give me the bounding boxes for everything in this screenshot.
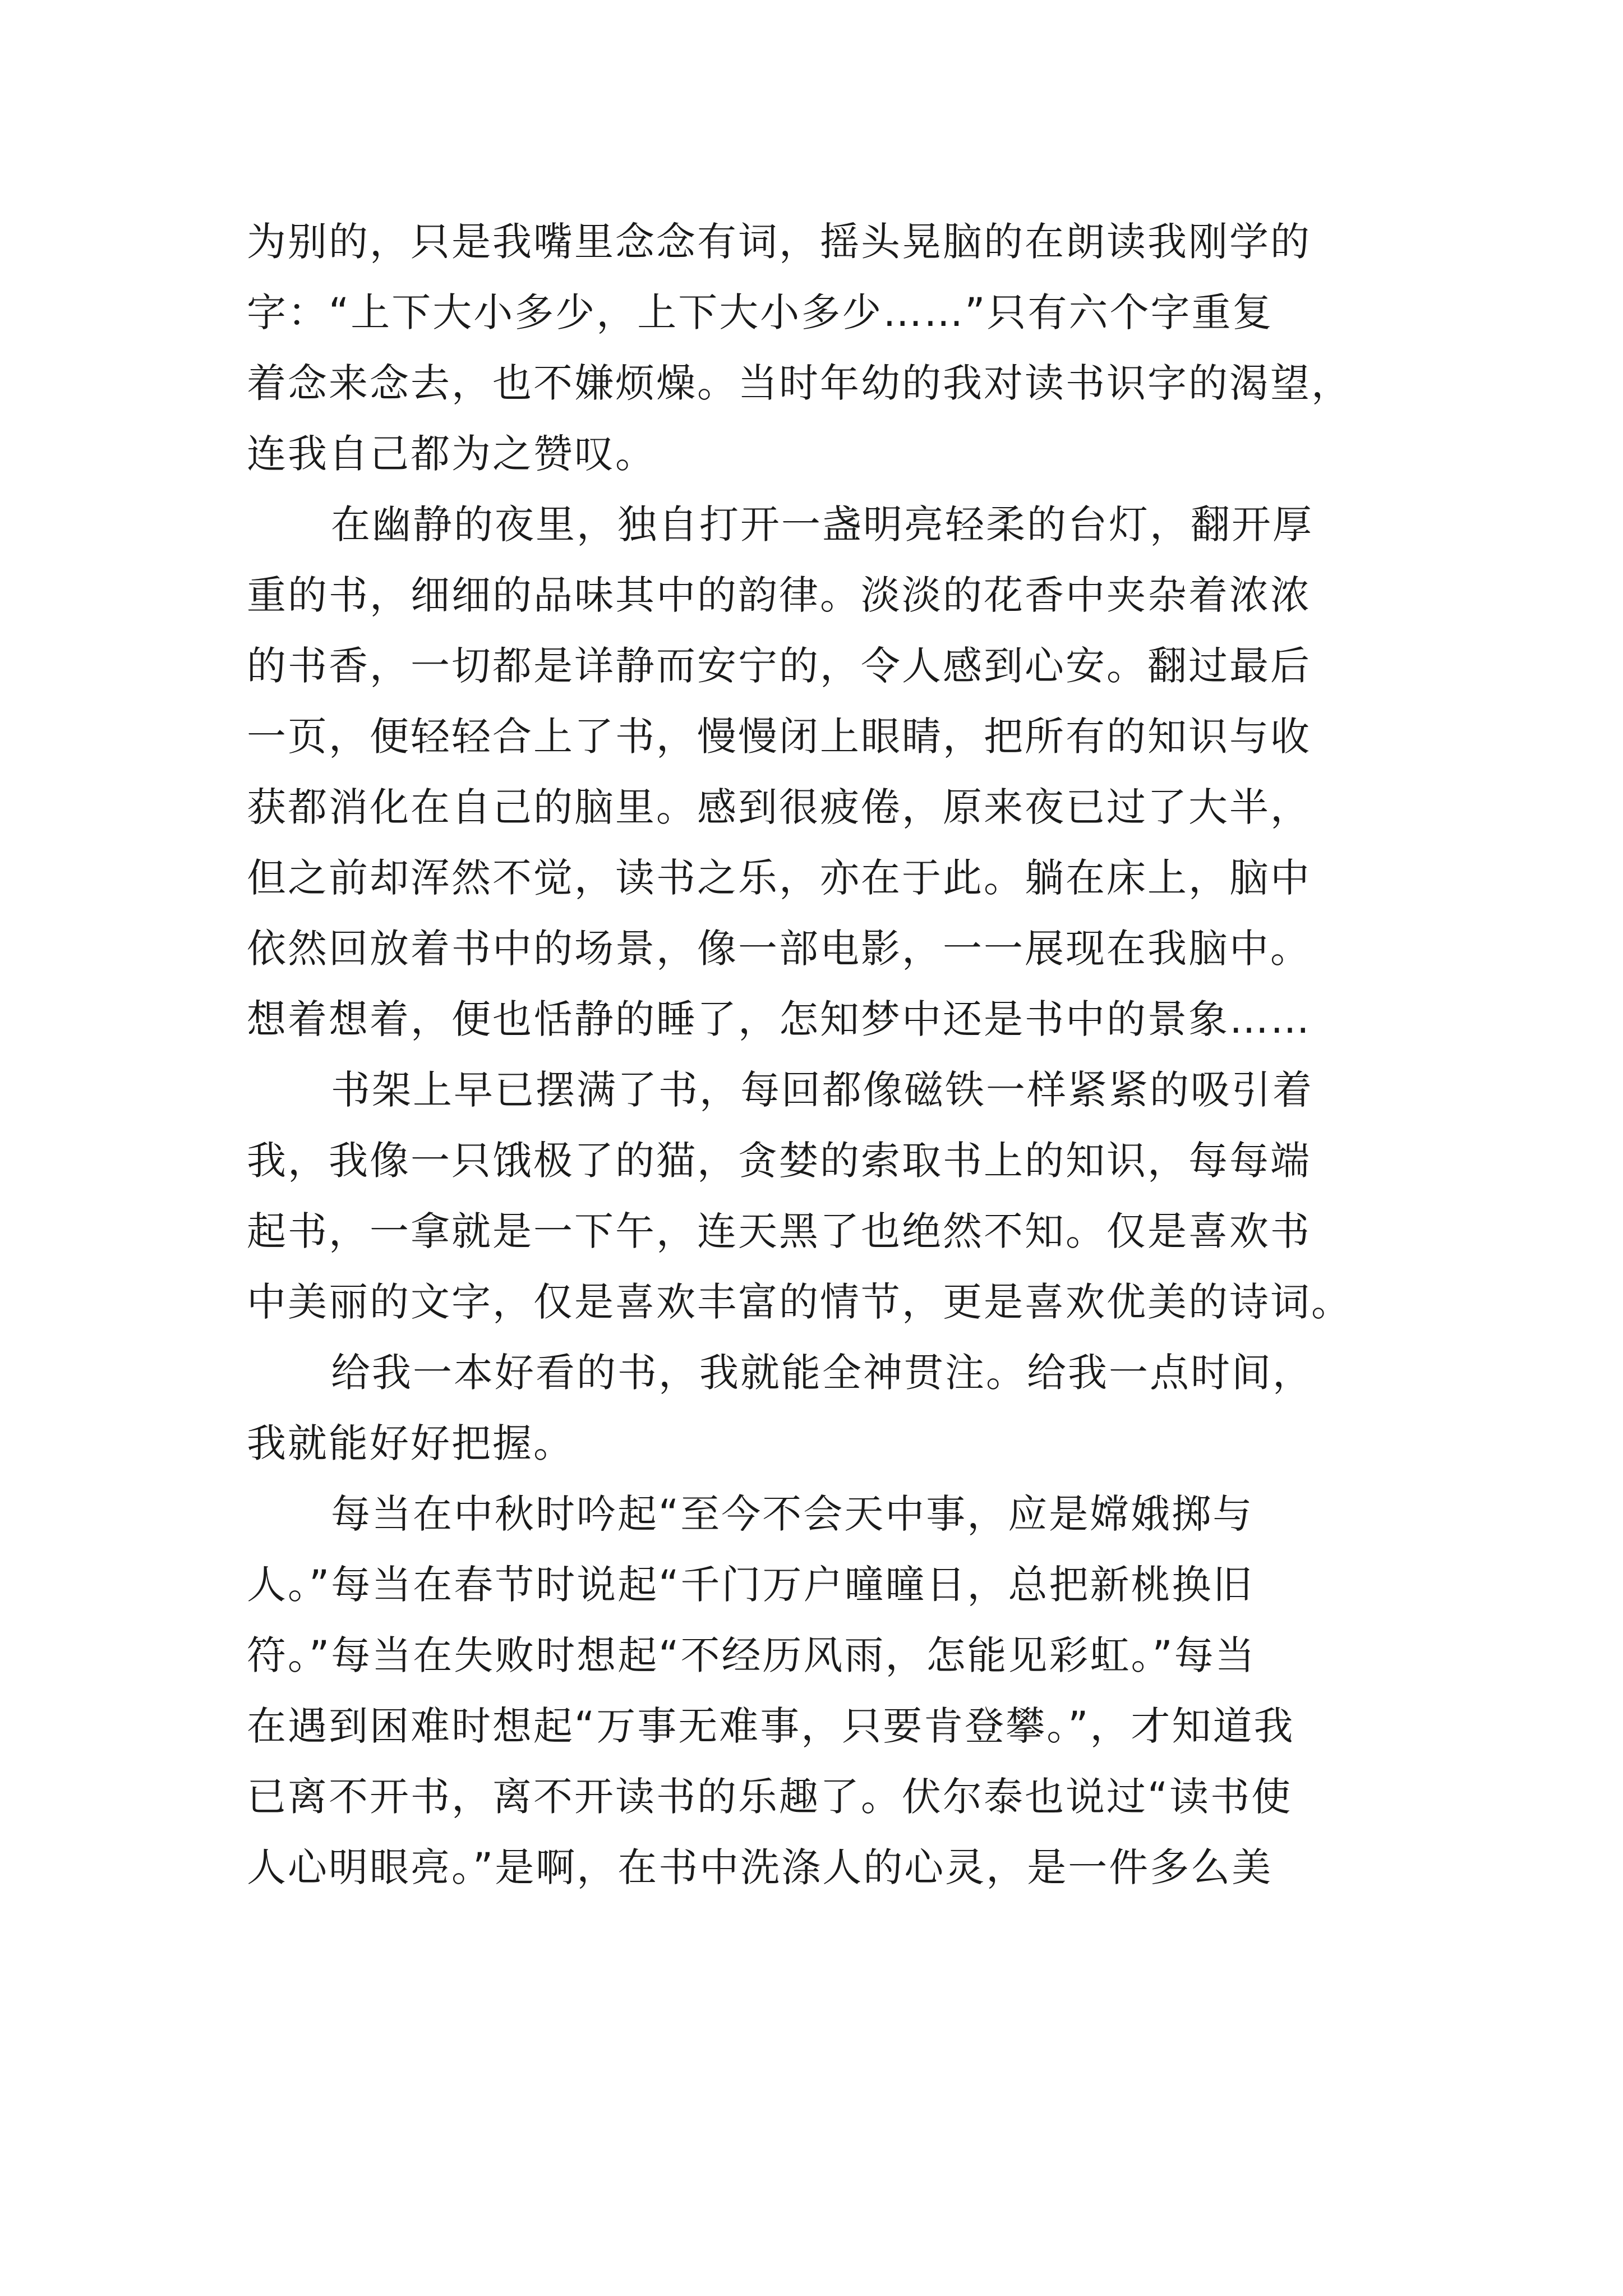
text-line: 中美丽的文字，仅是喜欢丰富的情节，更是喜欢优美的诗词。 [247,1279,1352,1325]
text-line: 每当在中秋时吟起“至今不会天中事，应是嫦娥掷与 [331,1491,1254,1537]
text-line: 在幽静的夜里，独自打开一盏明亮轻柔的台灯，翻开厚 [331,501,1313,547]
text-line: 依然回放着书中的场景，像一部电影，一一展现在我脑中。 [247,926,1311,972]
text-line: 给我一本好看的书，我就能全神贯注。给我一点时间， [331,1350,1313,1396]
text-line: 为别的，只是我嘴里念念有词，摇头晃脑的在朗读我刚学的 [247,219,1311,265]
paragraph-2 [247,489,1402,1055]
text-line: 人。”每当在春节时说起“千门万户曈曈日，总把新桃换旧 [247,1562,1254,1608]
text-line: 的书香，一切都是详静而安宁的，令人感到心安。翻过最后 [247,643,1311,689]
paragraph-1 [247,206,1402,489]
text-line: 字：“上下大小多少，上下大小多少……”只有六个字重复 [247,289,1274,335]
text-line: 但之前却浑然不觉，读书之乐，亦在于此。躺在床上，脑中 [247,855,1311,901]
text-line: 想着想着，便也恬静的睡了，怎知梦中还是书中的景象…… [247,996,1311,1042]
text-line: 连我自己都为之赞叹。 [247,431,656,477]
text-line: 起书，一拿就是一下午，连天黑了也绝然不知。仅是喜欢书 [247,1208,1311,1254]
text-line: 获都消化在自己的脑里。感到很疲倦，原来夜已过了大半， [247,784,1311,830]
text-line: 着念来念去，也不嫌烦燥。当时年幼的我对读书识字的渴望， [247,360,1352,406]
text-line: 书架上早已摆满了书，每回都像磁铁一样紧紧的吸引着 [331,1067,1313,1113]
text-line: 重的书，细细的品味其中的韵律。淡淡的花香中夹杂着浓浓 [247,572,1311,618]
text-line: 已离不开书，离不开读书的乐趣了。伏尔泰也说过“读书使 [247,1774,1293,1820]
text-line: 符。”每当在失败时想起“不经历风雨，怎能见彩虹。”每当 [247,1632,1256,1678]
paragraph-5 [247,1479,1402,1903]
paragraph-4 [247,1337,1402,1479]
text-line: 在遇到困难时想起“万事无难事，只要肯登攀。”，才知道我 [247,1703,1295,1749]
text-line: 一页，便轻轻合上了书，慢慢闭上眼睛，把所有的知识与收 [247,714,1311,760]
text-line: 我，我像一只饿极了的猫，贪婪的索取书上的知识，每每端 [247,1138,1311,1184]
paragraph-3 [247,1055,1402,1337]
text-line: 人心明眼亮。”是啊，在书中洗涤人的心灵，是一件多么美 [247,1844,1273,1890]
text-line: 我就能好好把握。 [247,1420,574,1466]
essay-body [247,206,1402,1903]
